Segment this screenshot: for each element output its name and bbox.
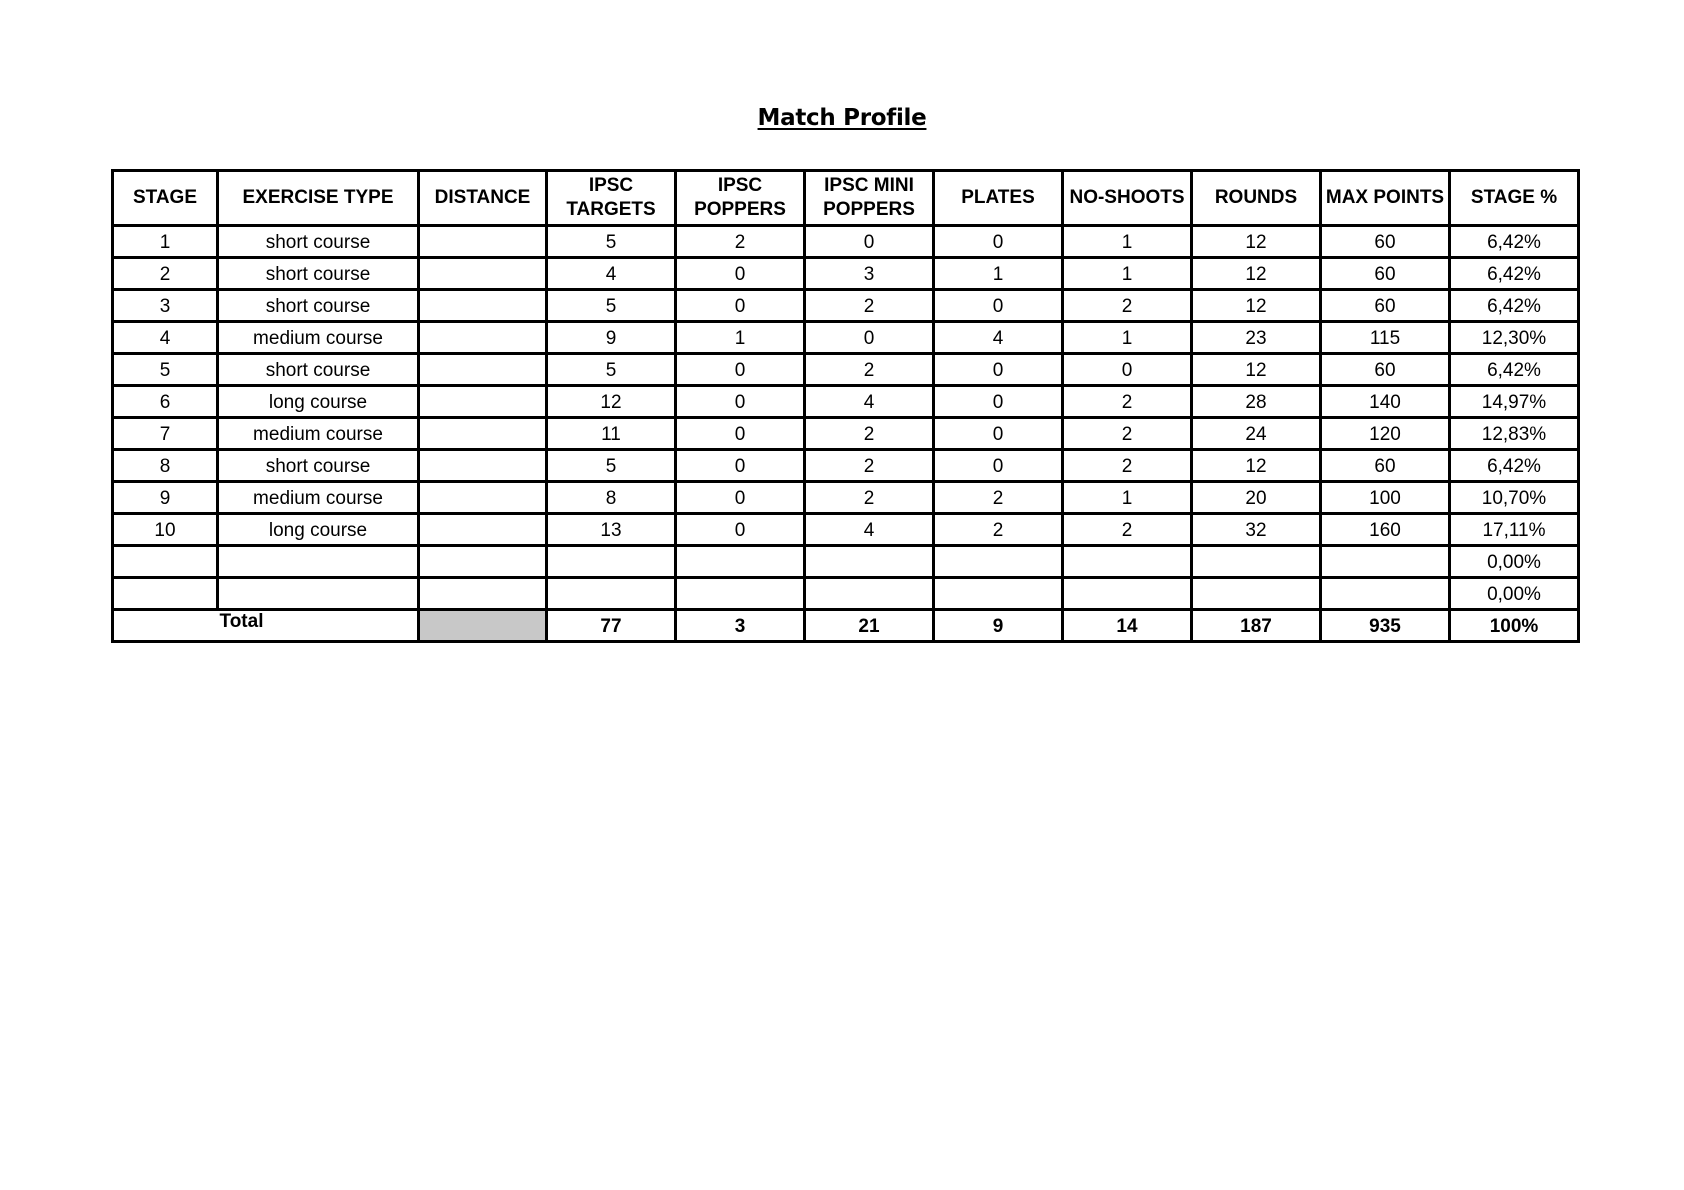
cell-plates <box>934 578 1063 610</box>
cell-plates <box>934 546 1063 578</box>
header-stage: STAGE <box>113 171 218 226</box>
cell-ipsc-mini-poppers: 2 <box>805 482 934 514</box>
cell-plates: 0 <box>934 354 1063 386</box>
cell-distance <box>419 290 547 322</box>
cell-stage-percent: 14,97% <box>1450 386 1579 418</box>
cell-max-points: 115 <box>1321 322 1450 354</box>
cell-no-shoots: 1 <box>1063 226 1192 258</box>
total-no-shoots: 14 <box>1063 610 1192 642</box>
cell-plates: 0 <box>934 290 1063 322</box>
cell-stage <box>113 546 218 578</box>
cell-stage: 9 <box>113 482 218 514</box>
cell-no-shoots: 1 <box>1063 482 1192 514</box>
cell-stage: 8 <box>113 450 218 482</box>
total-distance-cell <box>419 610 547 642</box>
cell-ipsc-targets: 13 <box>547 514 676 546</box>
cell-ipsc-mini-poppers: 0 <box>805 322 934 354</box>
total-ipsc-mini-poppers: 21 <box>805 610 934 642</box>
cell-ipsc-poppers: 0 <box>676 418 805 450</box>
cell-stage-percent: 6,42% <box>1450 290 1579 322</box>
cell-plates: 2 <box>934 482 1063 514</box>
cell-exercise-type <box>218 578 419 610</box>
cell-plates: 1 <box>934 258 1063 290</box>
cell-exercise-type: short course <box>218 258 419 290</box>
total-max-points: 935 <box>1321 610 1450 642</box>
cell-ipsc-poppers: 0 <box>676 386 805 418</box>
cell-ipsc-poppers: 0 <box>676 290 805 322</box>
table-row <box>113 354 1579 386</box>
cell-stage-percent: 17,11% <box>1450 514 1579 546</box>
header-no-shoots: NO-SHOOTS <box>1063 171 1192 226</box>
cell-stage: 7 <box>113 418 218 450</box>
cell-stage: 5 <box>113 354 218 386</box>
cell-ipsc-mini-poppers: 2 <box>805 354 934 386</box>
cell-ipsc-targets: 9 <box>547 322 676 354</box>
cell-ipsc-poppers: 0 <box>676 514 805 546</box>
cell-ipsc-mini-poppers: 0 <box>805 226 934 258</box>
header-ipsc-targets: IPSC TARGETS <box>547 171 676 226</box>
cell-ipsc-poppers: 0 <box>676 482 805 514</box>
cell-rounds: 12 <box>1192 290 1321 322</box>
cell-ipsc-mini-poppers: 2 <box>805 290 934 322</box>
cell-plates: 0 <box>934 418 1063 450</box>
cell-ipsc-targets: 12 <box>547 386 676 418</box>
cell-rounds: 12 <box>1192 354 1321 386</box>
cell-distance <box>419 322 547 354</box>
cell-max-points: 100 <box>1321 482 1450 514</box>
cell-ipsc-targets: 11 <box>547 418 676 450</box>
cell-ipsc-poppers: 0 <box>676 258 805 290</box>
table-row <box>113 386 1579 418</box>
cell-stage-percent: 6,42% <box>1450 226 1579 258</box>
cell-rounds <box>1192 546 1321 578</box>
cell-plates: 0 <box>934 386 1063 418</box>
cell-exercise-type: medium course <box>218 418 419 450</box>
cell-ipsc-targets <box>547 546 676 578</box>
cell-stage-percent: 12,83% <box>1450 418 1579 450</box>
table-row <box>113 482 1579 514</box>
total-row <box>113 610 1579 642</box>
cell-no-shoots: 2 <box>1063 450 1192 482</box>
cell-no-shoots: 2 <box>1063 514 1192 546</box>
cell-stage-percent: 0,00% <box>1450 546 1579 578</box>
cell-stage-percent: 12,30% <box>1450 322 1579 354</box>
cell-rounds: 32 <box>1192 514 1321 546</box>
cell-no-shoots: 2 <box>1063 418 1192 450</box>
cell-ipsc-targets: 5 <box>547 450 676 482</box>
cell-ipsc-targets: 8 <box>547 482 676 514</box>
cell-ipsc-targets: 5 <box>547 354 676 386</box>
cell-no-shoots <box>1063 578 1192 610</box>
cell-stage-percent: 0,00% <box>1450 578 1579 610</box>
cell-rounds: 28 <box>1192 386 1321 418</box>
cell-distance <box>419 482 547 514</box>
cell-ipsc-poppers: 0 <box>676 354 805 386</box>
cell-ipsc-targets: 5 <box>547 290 676 322</box>
cell-no-shoots: 1 <box>1063 322 1192 354</box>
cell-ipsc-mini-poppers <box>805 546 934 578</box>
cell-max-points: 60 <box>1321 354 1450 386</box>
match-profile-table <box>111 169 1580 643</box>
cell-max-points: 140 <box>1321 386 1450 418</box>
cell-no-shoots: 0 <box>1063 354 1192 386</box>
cell-ipsc-targets <box>547 578 676 610</box>
cell-ipsc-poppers: 0 <box>676 450 805 482</box>
cell-stage: 6 <box>113 386 218 418</box>
cell-rounds: 20 <box>1192 482 1321 514</box>
cell-stage: 3 <box>113 290 218 322</box>
cell-distance <box>419 418 547 450</box>
cell-exercise-type: short course <box>218 226 419 258</box>
total-stage-percent: 100% <box>1450 610 1579 642</box>
cell-exercise-type <box>218 546 419 578</box>
table-row <box>113 578 1579 610</box>
cell-distance <box>419 258 547 290</box>
cell-ipsc-poppers <box>676 546 805 578</box>
cell-distance <box>419 450 547 482</box>
cell-rounds: 12 <box>1192 226 1321 258</box>
header-stage-percent: STAGE % <box>1450 171 1579 226</box>
total-label: Total <box>113 610 419 642</box>
cell-distance <box>419 546 547 578</box>
cell-no-shoots: 2 <box>1063 290 1192 322</box>
cell-ipsc-mini-poppers: 2 <box>805 450 934 482</box>
cell-distance <box>419 514 547 546</box>
cell-plates: 0 <box>934 226 1063 258</box>
header-distance: DISTANCE <box>419 171 547 226</box>
cell-stage: 10 <box>113 514 218 546</box>
cell-exercise-type: short course <box>218 450 419 482</box>
cell-exercise-type: short course <box>218 290 419 322</box>
cell-ipsc-mini-poppers: 4 <box>805 514 934 546</box>
cell-distance <box>419 226 547 258</box>
cell-ipsc-mini-poppers: 4 <box>805 386 934 418</box>
table-row <box>113 546 1579 578</box>
table-body <box>113 226 1579 610</box>
cell-max-points: 120 <box>1321 418 1450 450</box>
cell-stage: 4 <box>113 322 218 354</box>
table-row <box>113 450 1579 482</box>
cell-max-points: 60 <box>1321 226 1450 258</box>
cell-rounds: 12 <box>1192 258 1321 290</box>
table-row <box>113 322 1579 354</box>
cell-ipsc-mini-poppers: 2 <box>805 418 934 450</box>
cell-rounds: 12 <box>1192 450 1321 482</box>
cell-ipsc-poppers <box>676 578 805 610</box>
cell-no-shoots: 2 <box>1063 386 1192 418</box>
total-rounds: 187 <box>1192 610 1321 642</box>
total-ipsc-poppers: 3 <box>676 610 805 642</box>
cell-ipsc-mini-poppers: 3 <box>805 258 934 290</box>
cell-max-points: 60 <box>1321 290 1450 322</box>
cell-stage-percent: 6,42% <box>1450 450 1579 482</box>
cell-no-shoots: 1 <box>1063 258 1192 290</box>
cell-max-points <box>1321 578 1450 610</box>
table-row <box>113 258 1579 290</box>
cell-plates: 2 <box>934 514 1063 546</box>
cell-ipsc-targets: 4 <box>547 258 676 290</box>
header-exercise-type: EXERCISE TYPE <box>218 171 419 226</box>
total-ipsc-targets: 77 <box>547 610 676 642</box>
header-rounds: ROUNDS <box>1192 171 1321 226</box>
cell-stage-percent: 10,70% <box>1450 482 1579 514</box>
cell-rounds <box>1192 578 1321 610</box>
table-row <box>113 290 1579 322</box>
cell-ipsc-poppers: 2 <box>676 226 805 258</box>
cell-stage: 2 <box>113 258 218 290</box>
header-ipsc-poppers: IPSC POPPERS <box>676 171 805 226</box>
page-title: Match Profile <box>757 105 927 131</box>
cell-stage-percent: 6,42% <box>1450 354 1579 386</box>
cell-exercise-type: medium course <box>218 322 419 354</box>
cell-max-points: 160 <box>1321 514 1450 546</box>
cell-exercise-type: medium course <box>218 482 419 514</box>
cell-max-points: 60 <box>1321 258 1450 290</box>
cell-rounds: 23 <box>1192 322 1321 354</box>
cell-distance <box>419 354 547 386</box>
header-plates: PLATES <box>934 171 1063 226</box>
table-row <box>113 418 1579 450</box>
cell-distance <box>419 578 547 610</box>
cell-distance <box>419 386 547 418</box>
cell-rounds: 24 <box>1192 418 1321 450</box>
total-plates: 9 <box>934 610 1063 642</box>
cell-stage: 1 <box>113 226 218 258</box>
cell-plates: 0 <box>934 450 1063 482</box>
cell-max-points: 60 <box>1321 450 1450 482</box>
cell-stage <box>113 578 218 610</box>
table-row <box>113 226 1579 258</box>
cell-exercise-type: long course <box>218 386 419 418</box>
cell-stage-percent: 6,42% <box>1450 258 1579 290</box>
cell-ipsc-targets: 5 <box>547 226 676 258</box>
cell-plates: 4 <box>934 322 1063 354</box>
table-row <box>113 514 1579 546</box>
cell-exercise-type: short course <box>218 354 419 386</box>
cell-max-points <box>1321 546 1450 578</box>
header-max-points: MAX POINTS <box>1321 171 1450 226</box>
header-row <box>113 171 1579 226</box>
cell-ipsc-poppers: 1 <box>676 322 805 354</box>
cell-exercise-type: long course <box>218 514 419 546</box>
cell-ipsc-mini-poppers <box>805 578 934 610</box>
header-ipsc-mini-poppers: IPSC MINI POPPERS <box>805 171 934 226</box>
cell-no-shoots <box>1063 546 1192 578</box>
